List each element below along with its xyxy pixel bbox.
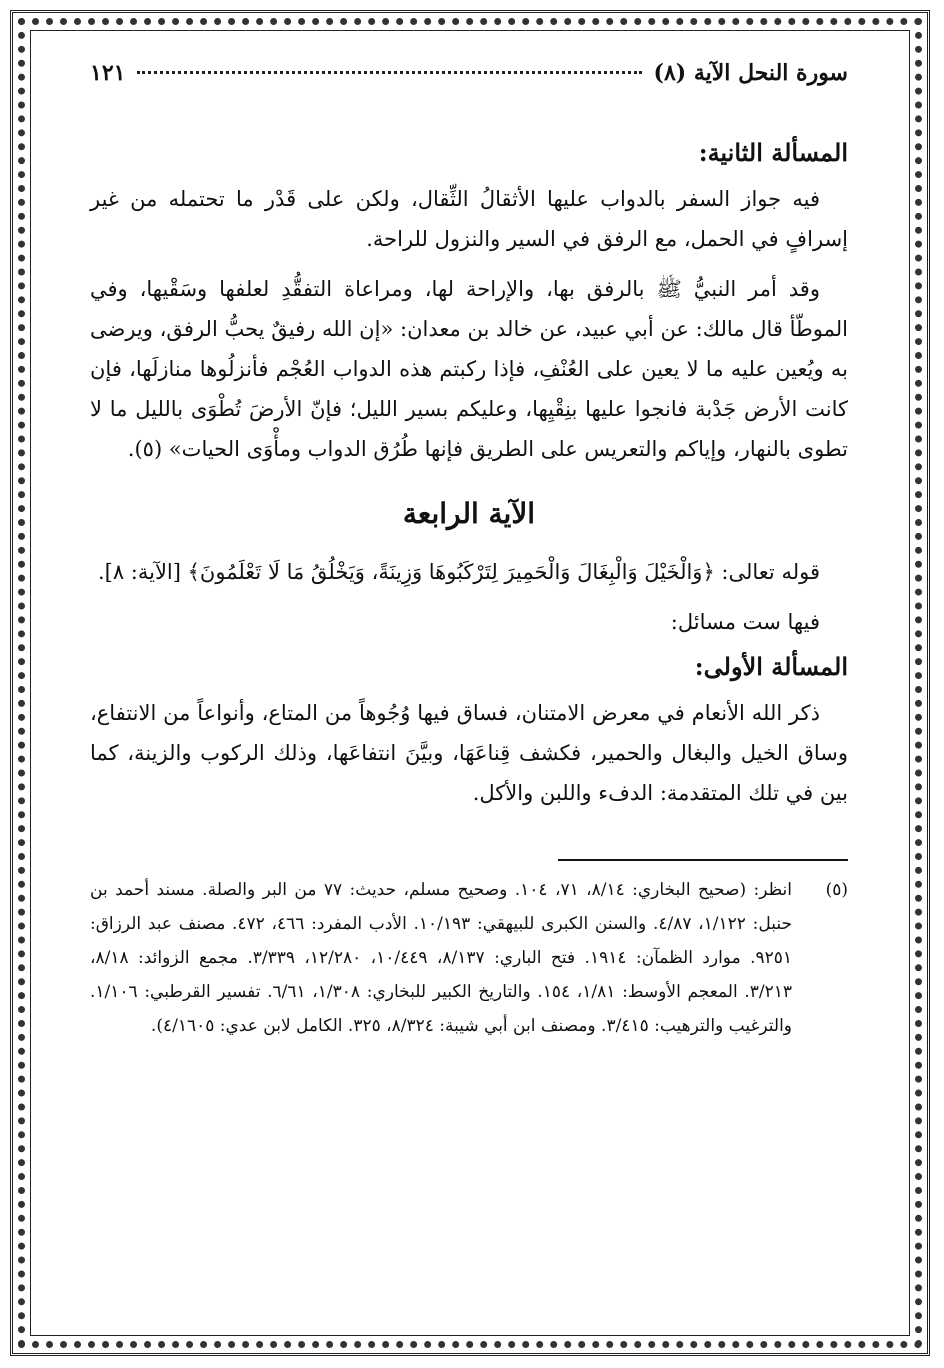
paragraph: ذكر الله الأنعام في معرض الامتنان، فساق فيها وُجُوهاً من المتاع، وأنواعاً من الانتفاع، وساق الخيل والبغال والحمير، فكشف قِناعَهَا، وبيَّنَ انتفاعَها، وذلك الركوب والزينة، كما بين في تلك المتقدمة: الدفء واللبن والأكل. bbox=[90, 701, 848, 805]
ayah-title: الآية الرابعة bbox=[402, 497, 536, 530]
page-content bbox=[90, 60, 848, 1043]
header-title: سورة النحل الآية (٨) bbox=[653, 60, 848, 86]
footnote-text: انظر: (صحيح البخاري: ٨/١٤، ٧١، ١٠٤. وصحيح مسلم، حديث: ٧٧ من البر والصلة. مسند أحمد بن حنبل: ١/١٢٢، ٤/٨٧. والسنن الكبرى للبيهقي: ١٠/١٩٣. الأدب المفرد: ٤٦٦، ٤٧٢. مصنف عبد الرزاق: ٩٢٥١. موارد الظمآن: ١٩١٤. فتح الباري: ٨/١٣٧، ١٠/٤٤٩، ١٢/٢٨٠، ٣/٣٣٩. مجمع الزوائد: ٨/١٨، ٣/٢١٣. المعجم الأوسط: ١/٨١، ١٥٤. والتاريخ الكبير للبخاري: ١/٣٠٨، ٦/٦١. تفسير القرطبي: ١/١٠٦. والترغيب والترهيب: ٣/٤١٥. ومصنف ابن أبي شيبة: ٨/٣٢٤، ٣٢٥. الكامل لابن عدي: ٤/١٦٠٥). bbox=[90, 880, 793, 1036]
footnote-separator bbox=[558, 859, 848, 861]
footnote-number: (٥) bbox=[825, 880, 848, 900]
section-heading-first: المسألة الأولى: bbox=[694, 652, 848, 681]
issues-intro: فيها ست مسائل: bbox=[670, 610, 820, 634]
header-dot-leader bbox=[137, 71, 641, 74]
paragraph: فيه جواز السفر بالدواب عليها الأثقالُ الثِّقال، ولكن على قَدْر ما تحتمله من غير إسرافٍ في الحمل، مع الرفق في السير والنزول للراحة. bbox=[90, 187, 848, 251]
running-header bbox=[90, 60, 848, 106]
footnote bbox=[90, 873, 848, 1043]
section-heading-second: المسألة الثانية: bbox=[698, 138, 848, 167]
verse-paragraph: قوله تعالى: ﴿وَالْخَيْلَ وَالْبِغَالَ وَالْحَمِيرَ لِتَرْكَبُوهَا وَزِينَةً، وَيَخْلُقُ مَا لَا تَعْلَمُونَ﴾ [الآية: ٨]. bbox=[97, 560, 820, 584]
page-number: ١٢١ bbox=[90, 60, 126, 86]
paragraph: وقد أمر النبيُّ ﷺ بالرفق بها، والإراحة لها، ومراعاة التفقُّدِ لعلفها وسَقْيها، وفي الموطّأ قال مالك: عن أبي عبيد، عن خالد بن معدان: «إن الله رفيقٌ يحبُّ الرفق، ويرضى به ويُعين عليه ما لا يعين على العُنْفِ، فإذا ركبتم هذه الدواب العُجْم فأنزلُوها منازلَها، فإن كانت الأرض جَدْبة فانجوا عليها بنِقْيِها، وعليكم بسير الليل؛ فإنّ الأرضَ تُطْوَى بالليل ما لا تطوى بالنهار، وإياكم والتعريس على الطريق فإنها طُرُق الدواب ومأْوَى الحيات» (٥). bbox=[90, 277, 849, 461]
